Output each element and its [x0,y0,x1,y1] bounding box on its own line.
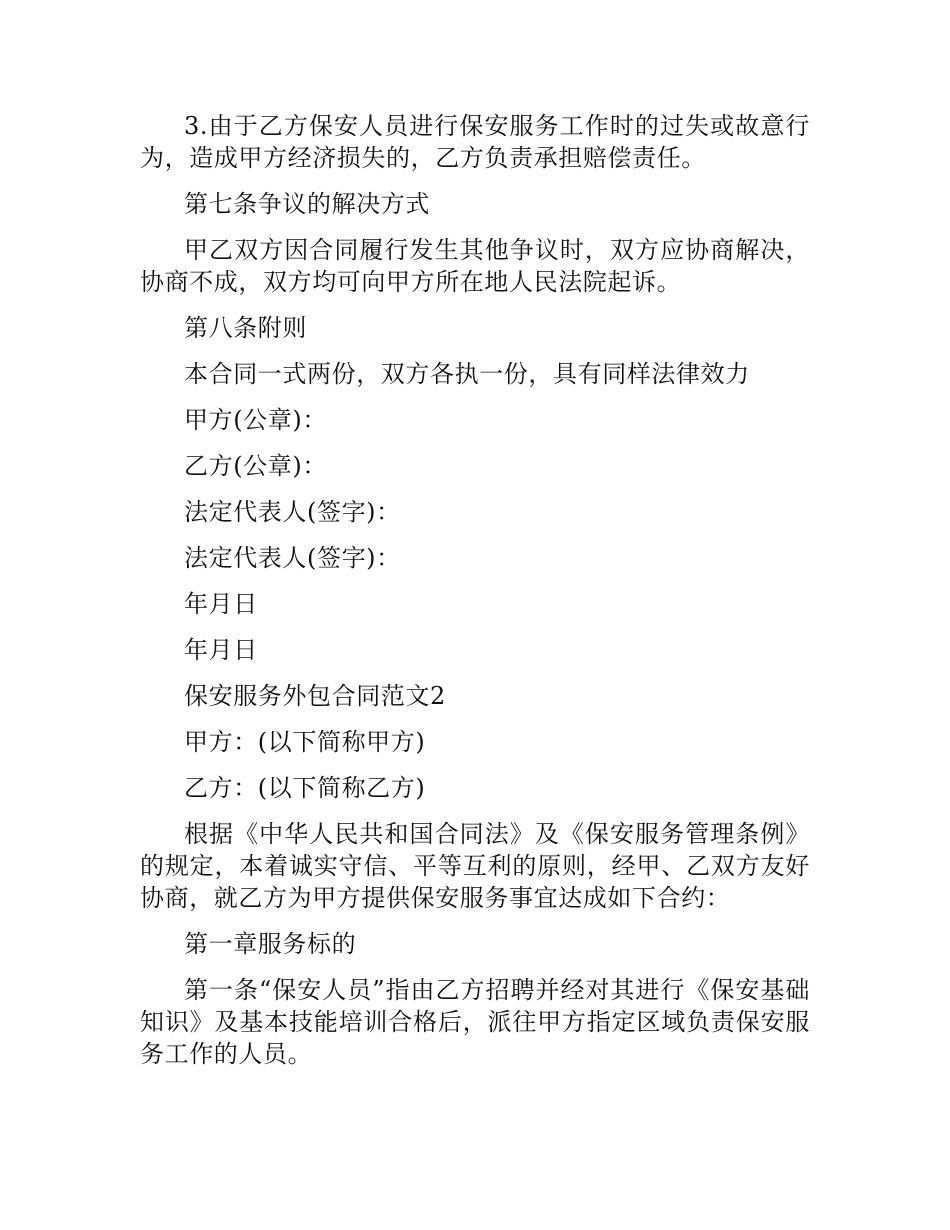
clause-liability-paragraph: 3.由于乙方保安人员进行保安服务工作时的过失或故意行为，造成甲方经济损失的，乙方负责承担赔偿责任。 [140,112,810,172]
party-b-seal-line: 乙方(公章)： [184,452,327,480]
article-seven-heading: 第七条争议的解决方式 [184,190,430,218]
legal-rep-signature-line-a: 法定代表人(签字)： [184,498,401,526]
sample-two-title: 保安服务外包合同范文2 [184,682,446,710]
party-b-line: 乙方：(以下简称乙方) [184,774,426,802]
legal-rep-signature-line-b: 法定代表人(签字)： [184,544,401,572]
date-line-a: 年月日 [184,590,258,618]
chapter-one-heading: 第一章服务标的 [184,930,357,958]
party-a-seal-line: 甲方(公章)： [184,406,327,434]
party-a-line: 甲方：(以下简称甲方) [184,728,426,756]
article-eight-heading: 第八条附则 [184,314,307,342]
copies-paragraph: 本合同一式两份，双方各执一份，具有同样法律效力 [184,360,750,388]
article-one-paragraph: 第一条“保安人员”指由乙方招聘并经对其进行《保安基础知识》及基本技能培训合格后，派往甲方指定区域负责保安服务工作的人员。 [140,976,810,1068]
preamble-paragraph: 根据《中华人民共和国合同法》及《保安服务管理条例》的规定，本着诚实守信、平等互利的原则，经甲、乙双方友好协商，就乙方为甲方提供保安服务事宜达成如下合约： [140,820,810,912]
document-body [140,110,810,1084]
date-line-b: 年月日 [184,636,258,664]
dispute-resolution-paragraph: 甲乙双方因合同履行发生其他争议时，双方应协商解决，协商不成，双方均可向甲方所在地人民法院起诉。 [140,236,810,296]
